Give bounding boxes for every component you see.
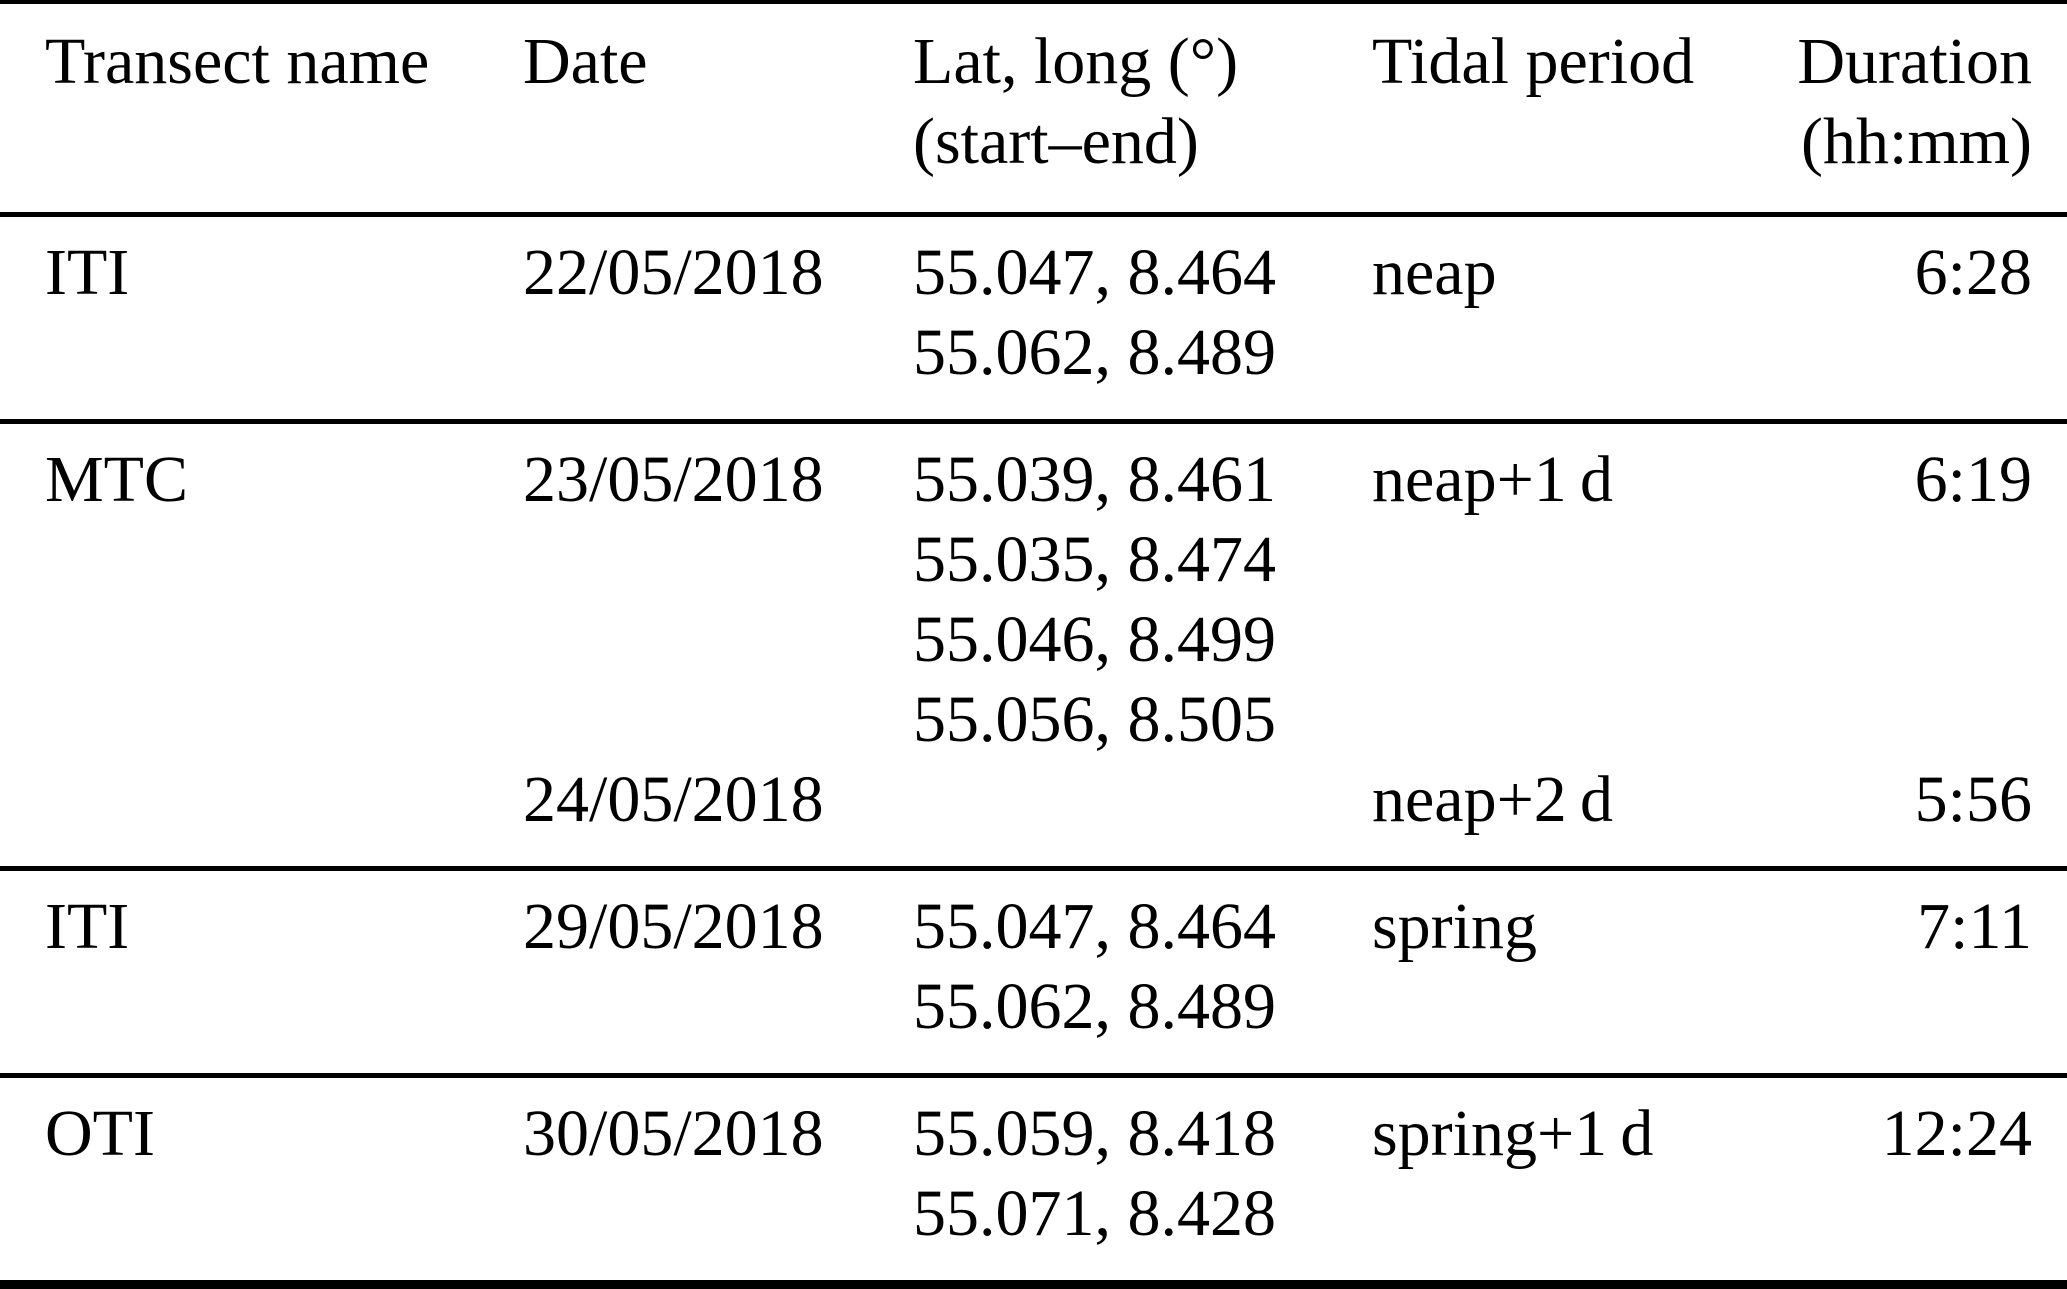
cell-transect-name: [45, 760, 523, 840]
cell-transect-name: ITI: [45, 890, 130, 963]
row-group-iti-neap: [0, 217, 2067, 419]
header-row-2: [45, 102, 2032, 182]
table-bottom-rule: [0, 1280, 2067, 1289]
column-header-date: Date: [523, 25, 648, 98]
header-row-1: [45, 22, 2032, 102]
table-row: [45, 233, 2032, 313]
cell-tidal-period: [1372, 1174, 1785, 1254]
cell-lat-long: 55.056, 8.505: [913, 683, 1276, 756]
cell-tidal-period: spring: [1372, 890, 1537, 963]
cell-transect-name: [45, 680, 523, 760]
cell-lat-long: 55.035, 8.474: [913, 523, 1276, 596]
cell-date: [523, 600, 913, 680]
cell-date: 24/05/2018: [523, 763, 824, 836]
cell-tidal-period: [1372, 600, 1785, 680]
table-row-second-date: [45, 760, 2032, 840]
table-row: [45, 440, 2032, 520]
cell-date: [523, 313, 913, 393]
cell-date: 30/05/2018: [523, 1097, 824, 1170]
cell-duration: [1785, 600, 2032, 680]
cell-lat-long: 55.047, 8.464: [913, 236, 1276, 309]
cell-lat-long: [913, 760, 1372, 840]
column-subheader-tidal-period: [1372, 102, 1785, 182]
column-header-lat-long: Lat, long (°): [913, 25, 1239, 98]
cell-date: 29/05/2018: [523, 890, 824, 963]
cell-lat-long: 55.047, 8.464: [913, 890, 1276, 963]
cell-duration: [1785, 680, 2032, 760]
cell-transect-name: ITI: [45, 236, 130, 309]
column-subheader-hh-mm: (hh:mm): [1801, 105, 2032, 178]
column-header-duration: Duration: [1797, 25, 2032, 98]
column-subheader-start-end: (start–end): [913, 105, 1199, 178]
table-row: [45, 1094, 2032, 1174]
cell-duration: [1785, 313, 2032, 393]
cell-tidal-period: neap+1 d: [1372, 443, 1614, 516]
cell-transect-name: [45, 313, 523, 393]
cell-date: [523, 520, 913, 600]
column-header-transect-name: Transect name: [45, 25, 430, 98]
cell-transect-name: MTC: [45, 443, 189, 516]
cell-duration: 5:56: [1914, 763, 2032, 836]
table-header: [0, 4, 2067, 212]
cell-transect-name: [45, 520, 523, 600]
cell-tidal-period: spring+1 d: [1372, 1097, 1654, 1170]
cell-lat-long: 55.062, 8.489: [913, 316, 1276, 389]
table-row-continuation: [45, 967, 2032, 1047]
table-row-continuation: [45, 600, 2032, 680]
cell-tidal-period: neap: [1372, 236, 1497, 309]
cell-lat-long: 55.062, 8.489: [913, 970, 1276, 1043]
cell-transect-name: OTI: [45, 1097, 155, 1170]
cell-tidal-period: [1372, 967, 1785, 1047]
cell-duration: 6:28: [1914, 236, 2032, 309]
cell-date: [523, 967, 913, 1047]
cell-lat-long: 55.071, 8.428: [913, 1177, 1276, 1250]
cell-tidal-period: [1372, 680, 1785, 760]
cell-transect-name: [45, 600, 523, 680]
cell-tidal-period: [1372, 520, 1785, 600]
cell-tidal-period: [1372, 313, 1785, 393]
cell-duration: [1785, 520, 2032, 600]
column-subheader-date: [523, 102, 913, 182]
cell-date: 22/05/2018: [523, 236, 824, 309]
cell-date: [523, 1174, 913, 1254]
cell-transect-name: [45, 967, 523, 1047]
cell-lat-long: 55.039, 8.461: [913, 443, 1276, 516]
table-row: [45, 887, 2032, 967]
cell-duration: 6:19: [1914, 443, 2032, 516]
table-row-continuation: [45, 1174, 2032, 1254]
cell-duration: 12:24: [1881, 1097, 2032, 1170]
row-group-iti-spring: [0, 871, 2067, 1073]
table-row-continuation: [45, 680, 2032, 760]
column-subheader-transect-name: [45, 102, 523, 182]
cell-lat-long: 55.046, 8.499: [913, 603, 1276, 676]
cell-tidal-period: neap+2 d: [1372, 763, 1614, 836]
cell-transect-name: [45, 1174, 523, 1254]
cell-duration: [1785, 1174, 2032, 1254]
cell-duration: 7:11: [1917, 890, 2032, 963]
column-header-tidal-period: Tidal period: [1372, 25, 1695, 98]
cell-lat-long: 55.059, 8.418: [913, 1097, 1276, 1170]
table-row-continuation: [45, 520, 2032, 600]
row-group-mtc-neap: [0, 424, 2067, 866]
cell-date: 23/05/2018: [523, 443, 824, 516]
cell-date: [523, 680, 913, 760]
row-group-oti-spring: [0, 1078, 2067, 1280]
table-row-continuation: [45, 313, 2032, 393]
cell-duration: [1785, 967, 2032, 1047]
